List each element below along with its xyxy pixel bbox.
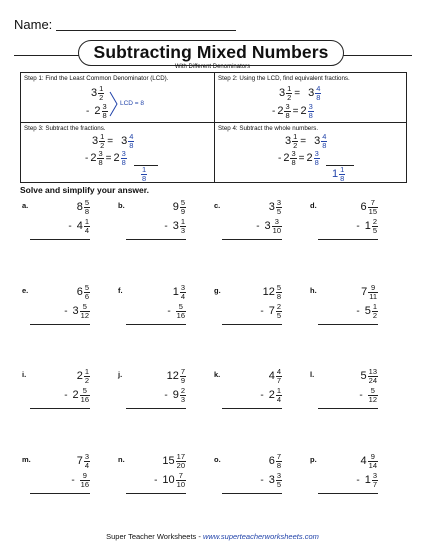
step1-top-den: 2 [99, 92, 104, 102]
problem-minuend [269, 199, 282, 215]
problem-subtrahend-numerator: 3 [274, 217, 279, 226]
problem-subtrahend-denominator: 16 [80, 394, 89, 404]
problem-minuend-denominator: 5 [276, 206, 281, 216]
problem [126, 368, 186, 412]
problem-minuend-whole: 5 [360, 370, 367, 382]
problem-subtrahend [73, 303, 90, 319]
problem-label: e. [22, 286, 29, 295]
problem-label: n. [118, 455, 125, 464]
problem-subtrahend-whole: 3 [264, 220, 271, 232]
problem-subtrahend [176, 303, 186, 319]
problem-minuend [361, 284, 378, 300]
answer-line [126, 493, 186, 494]
problem-label: b. [118, 201, 125, 210]
answer-line [126, 324, 186, 325]
page-subtitle: With Different Denominators [174, 64, 251, 70]
problem-subtrahend-numerator: 1 [372, 302, 377, 311]
problem-minuend-denominator: 20 [176, 460, 185, 470]
problem-minuend-denominator: 8 [276, 460, 281, 470]
problem-minuend-numerator: 3 [84, 452, 89, 461]
problem-subtrahend-numerator: 5 [82, 386, 87, 395]
problem [30, 284, 90, 328]
steps-horizontal-divider [21, 122, 406, 123]
minus-sign: - [167, 305, 171, 317]
problem-subtrahend-numerator: 1 [276, 386, 281, 395]
answer-line [318, 239, 378, 240]
problem-subtrahend [365, 472, 378, 488]
step4-result: 1 $\frac{1}{8}$ [332, 165, 345, 183]
answer-line [222, 239, 282, 240]
instructions: Solve and simplify your answer. [20, 185, 149, 195]
problem [318, 368, 378, 412]
problem-minuend [361, 453, 378, 469]
problem-minuend-denominator: 8 [276, 291, 281, 301]
problem-minuend-denominator: 11 [369, 291, 377, 301]
footer [0, 532, 425, 541]
problem-label: m. [22, 455, 31, 464]
problem-subtrahend-numerator: 2 [372, 217, 377, 226]
step1-bottom-num: 3 [102, 102, 107, 111]
problem-minuend-numerator: 3 [276, 198, 281, 207]
problem [318, 199, 378, 243]
step1-bottom-den: 8 [102, 110, 107, 120]
problem-minuend-denominator: 14 [368, 460, 377, 470]
answer-line [318, 493, 378, 494]
problem-subtrahend-numerator: 3 [372, 471, 377, 480]
answer-line [222, 493, 282, 494]
step2-bottom: - 2 $\frac{3}{8}$ = 2 $\frac{3}{8}$ [272, 102, 313, 120]
problem-subtrahend-denominator: 10 [272, 225, 281, 235]
minus-sign: - [164, 389, 168, 401]
problem-minuend [167, 368, 186, 384]
minus-sign: - [356, 220, 360, 232]
step2-equals-top: = [294, 87, 301, 99]
problem [222, 368, 282, 412]
step3-top: 3 $\frac{1}{2}$ = 3 $\frac{4}{8}$ [92, 132, 134, 150]
answer-line [126, 408, 186, 409]
answer-line [30, 239, 90, 240]
problem-subtrahend-numerator: 2 [276, 302, 281, 311]
problem [222, 453, 282, 497]
problem-subtrahend [269, 387, 282, 403]
step1-top-num: 1 [99, 84, 104, 93]
problem-subtrahend-whole: 2 [72, 389, 79, 401]
problem-minuend [173, 199, 186, 215]
steps-vertical-divider [214, 73, 215, 182]
problem-minuend-whole: 1 [172, 286, 179, 298]
problem-label: k. [214, 370, 221, 379]
answer-line [30, 493, 90, 494]
problem-subtrahend-denominator: 16 [80, 479, 89, 489]
problem-minuend-numerator: 7 [370, 198, 375, 207]
problem-subtrahend-numerator: 3 [276, 471, 281, 480]
problem-label: i. [22, 370, 27, 379]
problem-minuend-whole: 7 [361, 286, 368, 298]
problem-subtrahend-denominator: 4 [84, 225, 89, 235]
problem-subtrahend-denominator: 10 [176, 479, 185, 489]
problem-minuend-whole: 15 [162, 455, 175, 467]
problem [30, 453, 90, 497]
problem [126, 453, 186, 497]
step3-text: Step 3: Subtract the fractions. [24, 125, 106, 132]
problem-minuend-whole: 12 [262, 286, 275, 298]
problem-subtrahend [269, 472, 282, 488]
page-title: Subtracting Mixed Numbers [93, 42, 329, 62]
problem-subtrahend-numerator: 2 [180, 386, 185, 395]
step1-minus: - [86, 106, 90, 117]
problem-minuend [173, 284, 186, 300]
problem-subtrahend-denominator: 5 [276, 310, 281, 320]
problem-subtrahend-denominator: 12 [80, 310, 89, 320]
problem [30, 199, 90, 243]
problem-subtrahend [173, 218, 186, 234]
minus-sign: - [260, 474, 264, 486]
step4-top: 3 $\frac{1}{2}$ = 3 $\frac{4}{8}$ [285, 132, 327, 150]
step1-top [91, 85, 104, 101]
name-line [56, 30, 236, 31]
problem [222, 284, 282, 328]
problem-minuend-whole: 4 [360, 455, 367, 467]
minus-sign: - [260, 389, 264, 401]
answer-line [318, 408, 378, 409]
problem-minuend-whole: 4 [268, 370, 275, 382]
problem-subtrahend-whole: 7 [268, 305, 275, 317]
problem-subtrahend-whole: 2 [268, 389, 275, 401]
step3-result: $\frac{1}{8}$ [142, 165, 147, 183]
problem-subtrahend-denominator: 7 [372, 479, 377, 489]
problem-minuend-numerator: 13 [368, 367, 377, 376]
minus-sign: - [256, 220, 260, 232]
problem-label: c. [214, 201, 221, 210]
problem-minuend [269, 453, 282, 469]
problem-subtrahend-denominator: 5 [276, 479, 281, 489]
step4-bottom: - 2 $\frac{3}{8}$ = 2 $\frac{3}{8}$ [278, 149, 319, 167]
problem-minuend-denominator: 9 [180, 206, 185, 216]
problem-minuend-whole: 3 [268, 201, 275, 213]
minus-sign: - [359, 389, 363, 401]
problem-subtrahend-whole: 3 [172, 220, 179, 232]
problem-label: l. [310, 370, 315, 379]
step1-text: Step 1: Find the Least Common Denominator (LCD). [24, 75, 169, 82]
footer-url: www.superteacherworksheets.com [202, 532, 319, 541]
problem-subtrahend [269, 303, 282, 319]
problem-subtrahend-denominator: 5 [372, 225, 377, 235]
step1-lcd-label: LCD = 8 [120, 100, 145, 107]
problem-subtrahend-denominator: 12 [368, 394, 377, 404]
problem [318, 284, 378, 328]
problem-minuend-denominator: 4 [84, 460, 89, 470]
problem-subtrahend-denominator: 16 [176, 310, 185, 320]
problem-subtrahend [365, 218, 378, 234]
problem-subtrahend-whole: 10 [162, 474, 175, 486]
problem-minuend-numerator: 17 [176, 452, 185, 461]
answer-line [30, 408, 90, 409]
problem-minuend-whole: 12 [166, 370, 179, 382]
problem-subtrahend [80, 472, 90, 488]
problem-minuend-numerator: 9 [371, 283, 376, 292]
minus-sign: - [71, 474, 75, 486]
steps-box [20, 72, 407, 183]
problem-label: h. [310, 286, 317, 295]
title-rule-left [14, 55, 80, 56]
problem-label: f. [118, 286, 123, 295]
problem-subtrahend-numerator: 1 [180, 217, 185, 226]
problem-subtrahend-denominator: 3 [180, 394, 185, 404]
problem-subtrahend [265, 218, 282, 234]
step1-bottom [84, 103, 108, 119]
minus-sign: - [68, 220, 72, 232]
problem-label: j. [118, 370, 123, 379]
problem-subtrahend-whole: 4 [76, 220, 83, 232]
problem-minuend-numerator: 4 [276, 367, 281, 376]
problem-minuend-whole: 6 [76, 286, 83, 298]
problem-minuend-denominator: 4 [180, 291, 185, 301]
footer-brand: Super Teacher Worksheets - [106, 532, 203, 541]
step2-text: Step 2: Using the LCD, find equivalent fractions. [218, 75, 350, 82]
problem-minuend-numerator: 7 [180, 367, 185, 376]
problem-minuend-numerator: 5 [276, 283, 281, 292]
problem-minuend [361, 199, 378, 215]
problem-minuend-numerator: 5 [84, 283, 89, 292]
problem-minuend-denominator: 9 [180, 375, 185, 385]
problem-minuend-denominator: 8 [84, 206, 89, 216]
minus-sign: - [64, 389, 68, 401]
step2-top: 3 $\frac{1}{2}$ = 3 $\frac{4}{8}$ [279, 84, 321, 102]
problem-subtrahend-numerator: 7 [178, 471, 183, 480]
problem-label: g. [214, 286, 221, 295]
problem-minuend-denominator: 6 [84, 291, 89, 301]
minus-sign: - [356, 305, 360, 317]
problem-subtrahend [73, 387, 90, 403]
step1-bottom-whole: 2 [94, 105, 101, 117]
problem-label: a. [22, 201, 29, 210]
problem-minuend [77, 368, 90, 384]
problem-minuend-denominator: 2 [84, 375, 89, 385]
problem-subtrahend-numerator: 1 [84, 217, 89, 226]
title-rule-right [342, 55, 412, 56]
problem-minuend-numerator: 3 [180, 283, 185, 292]
minus-sign: - [164, 220, 168, 232]
problem-minuend-numerator: 5 [180, 198, 185, 207]
problem-subtrahend-denominator: 3 [180, 225, 185, 235]
answer-line [30, 324, 90, 325]
problem-minuend-whole: 6 [268, 455, 275, 467]
problem-minuend-denominator: 15 [368, 206, 377, 216]
problem-subtrahend [162, 472, 186, 488]
answer-line [222, 324, 282, 325]
problem-minuend [263, 284, 282, 300]
problem-subtrahend-numerator: 5 [370, 386, 375, 395]
problem-subtrahend-whole: 5 [364, 305, 371, 317]
problem-minuend-numerator: 1 [84, 367, 89, 376]
problem-subtrahend-numerator: 5 [178, 302, 183, 311]
problem-subtrahend-denominator: 4 [276, 394, 281, 404]
problem-minuend-numerator: 9 [370, 452, 375, 461]
problem-subtrahend-whole: 9 [172, 389, 179, 401]
problem-minuend-denominator: 24 [368, 375, 377, 385]
problem [30, 368, 90, 412]
problem [126, 199, 186, 243]
problem-subtrahend-whole: 3 [268, 474, 275, 486]
problem-minuend-numerator: 7 [276, 452, 281, 461]
problem-minuend-whole: 6 [360, 201, 367, 213]
problem-minuend [269, 368, 282, 384]
step4-text: Step 4: Subtract the whole numbers. [218, 125, 319, 132]
problem-subtrahend-numerator: 5 [82, 302, 87, 311]
problem-minuend [361, 368, 378, 384]
problem-subtrahend [365, 303, 378, 319]
minus-sign: - [260, 305, 264, 317]
problem-subtrahend-whole: 3 [72, 305, 79, 317]
problem [318, 453, 378, 497]
problem-minuend-numerator: 5 [84, 198, 89, 207]
problem-label: p. [310, 455, 317, 464]
minus-sign: - [154, 474, 158, 486]
problem-minuend-whole: 9 [172, 201, 179, 213]
problem-minuend [162, 453, 186, 469]
problem-subtrahend-whole: 1 [364, 220, 371, 232]
problem-label: d. [310, 201, 317, 210]
step1-top-whole: 3 [91, 87, 98, 99]
problem-minuend [77, 284, 90, 300]
answer-line [318, 324, 378, 325]
problem-minuend [77, 199, 90, 215]
problem-minuend-whole: 2 [76, 370, 83, 382]
problem-subtrahend-numerator: 9 [82, 471, 87, 480]
problem [126, 284, 186, 328]
problem-minuend [77, 453, 90, 469]
problem-subtrahend [77, 218, 90, 234]
problem-subtrahend [173, 387, 186, 403]
name-label: Name: [14, 17, 53, 32]
answer-line [126, 239, 186, 240]
problem-subtrahend-whole: 1 [364, 474, 371, 486]
minus-sign: - [356, 474, 360, 486]
problem-subtrahend [368, 387, 378, 403]
problem [222, 199, 282, 243]
minus-sign: - [64, 305, 68, 317]
answer-line [222, 408, 282, 409]
problem-minuend-denominator: 7 [276, 375, 281, 385]
problem-subtrahend-denominator: 2 [372, 310, 377, 320]
problem-label: o. [214, 455, 221, 464]
step3-bottom: - 2 $\frac{3}{8}$ = 2 $\frac{3}{8}$ [85, 149, 126, 167]
problem-minuend-whole: 7 [76, 455, 83, 467]
problem-minuend-whole: 8 [76, 201, 83, 213]
